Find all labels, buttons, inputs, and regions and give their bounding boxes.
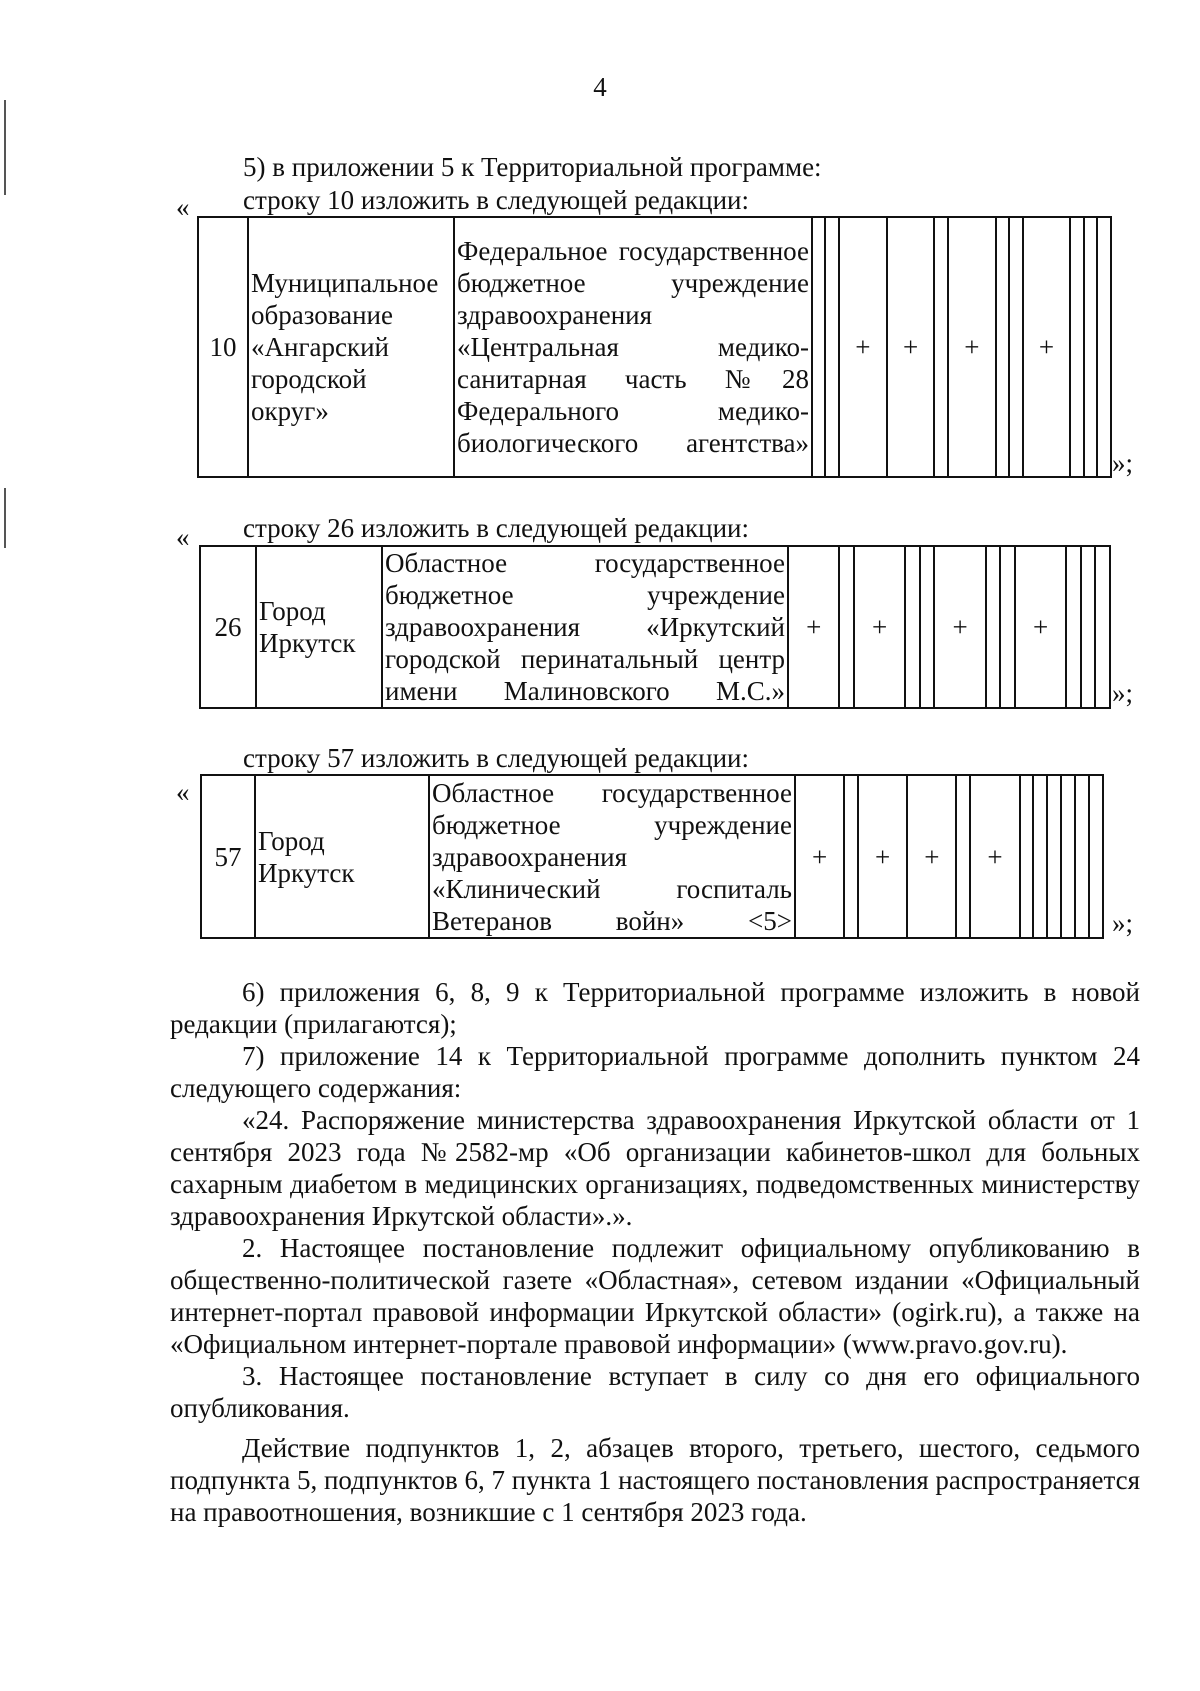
mark-cell: + <box>1015 546 1066 708</box>
table-row <box>200 546 1110 708</box>
row-number: 26 <box>200 546 256 708</box>
paragraph-text: 2. Настоящее постановление подлежит официальному опубликованию в общественно-политической газете «Областная», сетевом издании «Официальный интернет-портал правовой информации Иркутской области» (ogirk.ru), а также на «Официальном интернет-портале правовой информации» (www.pravo.gov.ru). <box>170 1233 1140 1359</box>
mark-cell: + <box>795 775 844 938</box>
mark-cell <box>844 775 858 938</box>
organization-cell: Областное государственное бюджетное учреждение здравоохранения «Иркутский городской перинатальный центр имени Малиновского М.С.» <box>382 546 788 708</box>
paragraph-text: 7) приложение 14 к Территориальной программе дополнить пунктом 24 следующего содержания: <box>170 1041 1140 1103</box>
page-number: 4 <box>593 72 607 102</box>
paragraph <box>170 1040 1140 1104</box>
mark-cell <box>812 217 825 477</box>
mark-cell: + <box>854 546 905 708</box>
mark-cell <box>1066 546 1081 708</box>
mark-cell <box>1095 546 1110 708</box>
quote-close: »; <box>1112 678 1134 708</box>
table-row <box>198 217 1111 477</box>
scan-edge-mark <box>4 100 6 195</box>
paragraph-text: «24. Распоряжение министерства здравоохранения Иркутской области от 1 сентября 2023 года №2582-мр «Об организации кабинетов-школ для больных сахарным диабетом в медицинских организациях, подведомственных министерству здравоохранения Иркутской области».». <box>170 1105 1140 1231</box>
paragraph <box>170 1232 1140 1360</box>
scan-edge-mark <box>4 488 6 548</box>
quote-open: « <box>176 777 190 807</box>
paragraph-text: 3. Настоящее постановление вступает в силу со дня его официального опубликования. <box>170 1361 1140 1423</box>
row-number: 57 <box>201 775 255 938</box>
paragraph <box>170 1360 1140 1424</box>
mark-cell <box>1084 217 1097 477</box>
mark-cell <box>986 546 1001 708</box>
mark-cell <box>1000 546 1015 708</box>
mark-cell <box>1089 775 1103 938</box>
mark-cell: + <box>934 546 985 708</box>
municipality-cell: Муниципальное образование «Ангарский городской округ» <box>248 217 454 477</box>
mark-cell <box>1097 217 1111 477</box>
mark-cell <box>905 546 920 708</box>
mark-cell <box>1047 775 1061 938</box>
mark-cell: + <box>970 775 1019 938</box>
municipality-cell: Город Иркутск <box>255 775 429 938</box>
paragraph <box>170 1104 1140 1232</box>
quote-close: »; <box>1112 908 1134 938</box>
mark-cell: + <box>1023 217 1071 477</box>
mark-cell <box>1009 217 1022 477</box>
municipality-cell: Город Иркутск <box>256 546 382 708</box>
paragraph-text: 6) приложения 6, 8, 9 к Территориальной программе изложить в новой редакции (прилагаются); <box>170 977 1140 1039</box>
mark-cell <box>1020 775 1034 938</box>
mark-cell: + <box>887 217 935 477</box>
organization-cell: Федеральное государственное бюджетное учреждение здравоохранения «Центральная медико-санитарная часть №28 Федерального медико-биологического агентства» <box>454 217 812 477</box>
paragraph <box>170 1432 1140 1528</box>
paragraph-text: Действие подпунктов 1, 2, абзацев второго, третьего, шестого, седьмого подпункта 5, подпунктов 6, 7 пункта 1 настоящего постановления распространяется на правоотношения, возникшие с 1 сентября 2023 года. <box>170 1433 1140 1527</box>
row10-caption: строку 10 изложить в следующей редакции: <box>243 185 750 215</box>
mark-cell: + <box>839 217 887 477</box>
intro-line: 5) в приложении 5 к Территориальной программе: <box>243 152 822 182</box>
row57-caption: строку 57 изложить в следующей редакции: <box>243 743 750 773</box>
mark-cell: + <box>948 217 996 477</box>
quote-open: « <box>176 522 190 552</box>
row26-table <box>199 545 1111 709</box>
mark-cell <box>1075 775 1089 938</box>
mark-cell <box>1070 217 1083 477</box>
mark-cell <box>839 546 854 708</box>
row57-table <box>200 774 1104 939</box>
table-row <box>201 775 1103 938</box>
mark-cell: + <box>907 775 956 938</box>
mark-cell: + <box>858 775 907 938</box>
mark-cell <box>934 217 947 477</box>
mark-cell <box>996 217 1009 477</box>
mark-cell <box>956 775 970 938</box>
mark-cell: + <box>788 546 839 708</box>
mark-cell <box>920 546 935 708</box>
quote-close: »; <box>1112 448 1134 478</box>
mark-cell <box>1061 775 1075 938</box>
row26-caption: строку 26 изложить в следующей редакции: <box>243 513 750 543</box>
organization-cell: Областное государственное бюджетное учреждение здравоохранения «Клинический госпиталь Ветеранов войн» <5> <box>429 775 795 938</box>
mark-cell <box>1033 775 1047 938</box>
mark-cell <box>825 217 838 477</box>
row10-table <box>197 216 1112 478</box>
paragraph <box>170 976 1140 1040</box>
mark-cell <box>1081 546 1096 708</box>
quote-open: « <box>176 192 190 222</box>
row-number: 10 <box>198 217 248 477</box>
